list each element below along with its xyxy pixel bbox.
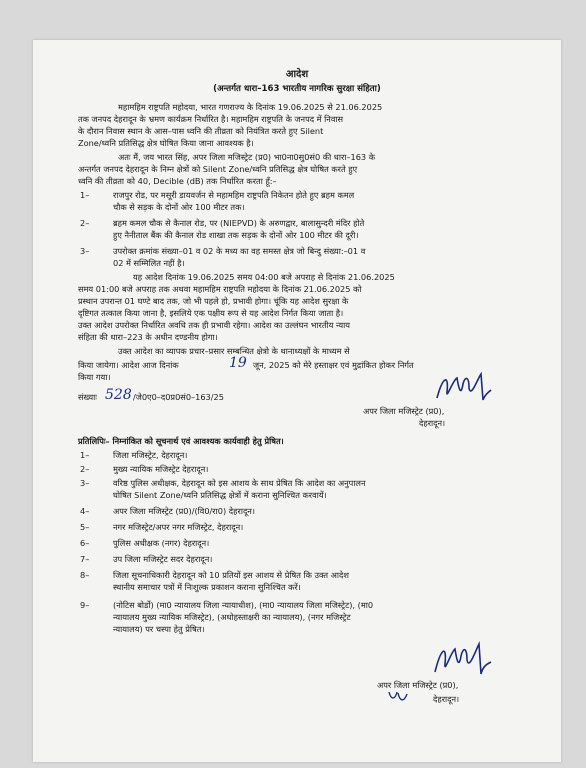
cc-number: 6– (80, 538, 90, 548)
intro-line: तक जनपद देहरादून के भ्रमण कार्यक्रम निर्धारित है। महामहिम राष्ट्रपति के जनपद में निवास (78, 114, 344, 124)
reference-number: /जे0ए0–द0प्र0सं0–163/25 (133, 392, 224, 402)
signature-mark (433, 370, 493, 406)
area-number: 1– (80, 190, 90, 200)
cc-number: 8– (80, 570, 90, 580)
validity-line: उक्त आदेश उपरोक्त निर्धारित अवधि तक ही प्रभावी रहेगा। आदेश का उल्लंघन भारतीय न्याय (78, 320, 350, 330)
initials-mark (387, 688, 409, 704)
signatory-location: देहरादून। (419, 418, 446, 428)
intro-line: ध्वनि की तीव्रता को 40, Decible (dB) तक निर्धारित करता हूँ:– (78, 176, 277, 186)
cc-number: 2– (80, 464, 90, 474)
handwritten-date: 19 (229, 355, 247, 371)
cc-line: न्यायालय) पर चस्पा हेतु प्रेषित। (113, 624, 205, 634)
validity-line: संहिता की धारा–223 के अधीन दण्डनीय होगा। (78, 332, 218, 342)
publicity-line: उक्त आदेश का व्यापक प्रचार–प्रसार सम्बन्धित क्षेत्रो के थानाध्यक्षों के माध्यम से (118, 346, 350, 356)
area-line: ब्रहम कमल चौक से कैनाल रोड, पर (NIEPVD) के अरुणद्वार, बालासुन्दरी मंदिर होते (113, 218, 365, 228)
signatory-designation: अपर जिला मजिस्ट्रेट (प्र0), (363, 406, 445, 416)
reference-handwritten-number: 528 (105, 387, 132, 403)
area-line: उपरोक्त क्रमांक संख्या–01 व 02 के मध्य का वह समस्त क्षेत्र जो बिन्दु संख्या:–01 व (113, 246, 366, 256)
intro-line: अतः मैं, जय भारत सिंह, अपर जिला मजिस्ट्रेट (प्र0) भा0ना0सु0सं0 की धारा–163 के (118, 152, 376, 162)
area-line: राजपुर रोड, पर मसूरी डायवर्जन से महामहिम राष्ट्रपति निकेतन होते हुए ब्रहम कमल (113, 190, 355, 200)
publicity-line: किया जायेगा। आदेश आज दिनांक (78, 360, 179, 370)
validity-line: यह आदेश दिनांक 19.06.2025 समय 04:00 बजे अपराह से दिनांक 21.06.2025 (133, 272, 395, 282)
area-number: 3– (80, 246, 90, 256)
cc-line: पुलिस अधीक्षक (नगर) देहरादून। (113, 538, 210, 548)
intro-line: महामहिम राष्ट्रपति महोदया, भारत गणराज्य के दिनांक 19.06.2025 से 21.06.2025 (118, 102, 383, 112)
order-title: आदेश (285, 69, 309, 80)
cc-number: 3– (80, 478, 90, 488)
cc-line: अपर जिला मजिस्ट्रेट (प्र0)/(वि0/रा0) देहरादून। (113, 506, 255, 516)
validity-line: प्रस्थान उपरान्त 01 घण्टे बाद तक, जो भी पहले हो, प्रभावी होगा। चूंकि यह आदेश सुरक्षा के (78, 296, 349, 306)
cc-line: स्थानीय समाचार पत्रों में निःशुल्क प्रकाशन कराना सुनिश्चित करें। (113, 582, 301, 592)
publicity-line: किया गया। (78, 372, 111, 382)
signature-mark (431, 640, 493, 680)
publicity-line: जून, 2025 को मेरे हस्ताक्षर एवं मुद्रांकित होकर निर्गत (253, 360, 414, 370)
validity-line: दृष्टिगत तत्काल किया जाना है, इसलिये एक पक्षीय रूप से यह आदेश निर्गत किया जाता है। (78, 308, 344, 318)
intro-line: अन्तर्गत जनपद देहरादून के निम्न क्षेत्रों को Silent Zone/ध्वनि प्रतिसिद्ध क्षेत्र घोषित करते हुए (78, 164, 358, 174)
cc-line: (नोटिस बोर्डो) (मा0 न्यायालय जिला न्यायाधीश), (मा0 न्यायालय जिला मजिस्ट्रेट), (मा0 (113, 600, 374, 610)
cc-line: जिला सूचनाधिकारी देहरादून को 10 प्रतियों इस आशय से प्रेषित कि उक्त आदेश (113, 570, 349, 580)
cc-line: नगर मजिस्ट्रेट/अपर नगर मजिस्ट्रेट, देहरादून। (113, 522, 244, 532)
order-subtitle: (अन्तर्गत धारा–163 भारतीय नागरिक सुरक्षा संहिता) (213, 84, 381, 94)
cc-line: उप जिला मजिस्ट्रेट सदर देहरादून। (113, 554, 213, 564)
cc-number: 9– (80, 600, 90, 610)
cc-number: 4– (80, 506, 90, 516)
cc-line: न्यायालय मुख्य न्यायिक मजिस्ट्रेट), (अधोहस्ताक्षरी का न्यायालय), (नगर मजिस्ट्रेट (113, 612, 351, 622)
cc-line: वरिष्ठ पुलिस अधीक्षक, देहरादून को इस आशय के साथ प्रेषित कि आदेश का अनुपालन (113, 478, 366, 488)
area-number: 2– (80, 218, 90, 228)
document-page (33, 40, 561, 762)
area-line: 02 में सम्मिलित नहीं है। (113, 258, 185, 268)
area-line: हुए नैनीताल बैंक की कैनाल रोड शाखा तक सड़क के दोनों ओर 100 मीटर की दूरी। (113, 230, 359, 240)
signatory-location: देहरादून। (433, 694, 460, 704)
cc-line: घोषित Silent Zone/ध्वनि प्रतिसिद्ध क्षेत्रों में कराना सुनिश्चित करवायें। (113, 490, 327, 500)
cc-line: मुख्य न्यायिक मजिस्ट्रेट देहरादून। (113, 464, 209, 474)
signatory-designation: अपर जिला मजिस्ट्रेट (प्र0), (377, 680, 459, 690)
intro-line: Zone/ध्वनि प्रतिसिद्ध क्षेत्र घोषित किया जाना आवश्यक है। (78, 138, 254, 148)
cc-number: 7– (80, 554, 90, 564)
cc-number: 1– (80, 450, 90, 460)
validity-line: समय 01:00 बजे अपराह तक अथवा महामहिम राष्ट्रपति महोदया के दिनांक 21.06.2025 को (78, 284, 362, 294)
cc-number: 5– (80, 522, 90, 532)
area-line: चौक से सड़क के दोनों ओर 100 मीटर तक। (113, 202, 245, 212)
cc-heading: प्रतिलिपिः– निम्नांकित को सूचनार्थ एवं आवश्यक कार्यवाही हेतु प्रेषित। (78, 436, 284, 446)
intro-line: के दौरान निवास स्थान के आस–पास ध्वनि की तीव्रता को नियंत्रित करते हुए Silent (78, 126, 324, 136)
cc-line: जिला मजिस्ट्रेट, देहरादून। (113, 450, 188, 460)
reference-label: संख्याः (78, 392, 97, 402)
